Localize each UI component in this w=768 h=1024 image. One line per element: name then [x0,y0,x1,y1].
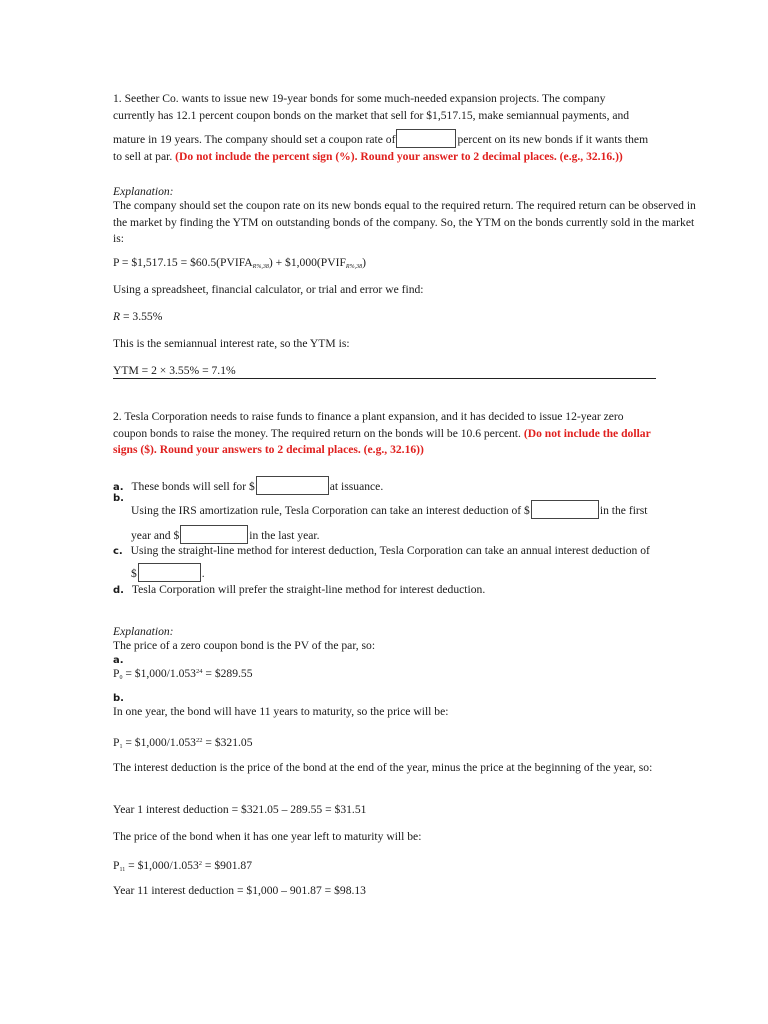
q1-instruction: (Do not include the percent sign (%). Round your answer to 2 decimal places. (e.g., 32.16.)) [175,149,623,163]
part-b-text-first: in the first [599,504,648,517]
explanation-1-equation [113,255,699,276]
p1-symbol: P [113,736,120,749]
last-year-deduction-input[interactable] [180,525,248,544]
p1-sub: 1 [119,744,123,750]
part-a-text: These bonds will sell for $ [131,480,255,493]
p11-result: = $901.87 [202,859,253,872]
explanation-2-intro: The price of a zero coupon bond is the PV of the par, so: [113,639,376,652]
p0-sub: 0 [119,675,123,681]
p0-sup: 24 [195,668,203,675]
part-c-dollar: $ [131,567,137,580]
part-a-text-end: at issuance. [329,480,384,493]
part-b-label: b. [113,493,124,504]
part-c-text: Using the straight-line method for interest deduction, Tesla Corporation can take an annual interest deduction of [130,544,650,557]
explanation-2-heading: Explanation: [113,625,174,638]
explanation-1-paragraph: The company should set the coupon rate on its new bonds equal to the required return. The required return can be observed in the market by finding the YTM on outstanding bonds of the company. So, the YTM on the bonds currently sold in the market is: [113,199,696,245]
part-b-line-1 [131,500,648,519]
explanation-2-p1 [113,733,699,756]
explanation-2-one-year: In one year, the bond will have 11 years to maturity, so the price will be: [113,705,449,718]
part-b-line-2 [131,525,319,544]
explanation-2-p0 [113,664,699,687]
part-d [113,582,485,599]
part-d-label: d. [113,585,124,596]
bond-price-input[interactable] [256,476,329,495]
part-b-text-last: in the last year. [249,529,320,542]
p11-sup: 2 [198,860,203,867]
p11-sub: 11 [119,867,126,873]
q1-text-before-box: mature in 19 years. The company should set a coupon rate of [113,133,396,146]
coupon-rate-input[interactable] [396,129,456,148]
p1-sup: 22 [195,737,203,744]
part-a-label: a. [113,482,124,493]
q1-text-after-box: percent on its new bonds if it wants them [457,133,649,146]
q2-line-2 [113,426,699,443]
p0-formula: = $1,000/1.053 [122,667,196,680]
q1-line-3 [113,129,699,149]
explanation-1-method: Using a spreadsheet, financial calculator, or trial and error we find: [113,283,424,296]
p1-formula: = $1,000/1.053 [122,736,196,749]
explanation-1-result [113,309,699,326]
eq-sub-2: R%,38 [345,264,363,270]
explanation-2-interest-deduction: The interest deduction is the price of the bond at the end of the year, minus the price at the beginning of the year, so: [113,761,653,774]
q1-line-2: currently has 12.1 percent coupon bonds on the market that sell for $1,517.15, make semiannual payments, and [113,108,630,122]
annual-deduction-input[interactable] [138,563,201,582]
q1-text-par: to sell at par. [113,149,173,163]
question-2 [113,409,699,459]
question-1 [113,91,699,165]
q2-line-1: 2. Tesla Corporation needs to raise funds to finance a plant expansion, and it has decided to issue 12-year zero [113,410,624,423]
explanation-2-one-year-left: The price of the bond when it has one year left to maturity will be: [113,830,422,843]
explanation-2-p11 [113,856,699,879]
q2-instruction-part-2: signs ($). Round your answers to 2 decimal places. (e.g., 32.16)) [113,443,424,456]
q1-line-4 [113,149,699,166]
p0-result: = $289.55 [202,667,253,680]
part-c-label: c. [113,546,123,557]
explanation-1-heading: Explanation: [113,185,174,198]
q1-line-1: 1. Seether Co. wants to issue new 19-year bonds for some much-needed expansion projects. The company [113,92,606,105]
part-c-line-2 [131,563,205,582]
explanation-1-semiannual: This is the semiannual interest rate, so the YTM is: [113,337,350,350]
expl-a-label: a. [113,655,124,666]
section-divider [113,378,656,379]
part-b-text: Using the IRS amortization rule, Tesla Corporation can take an interest deduction of $ [131,504,530,517]
r-variable: R [113,310,121,323]
eq-part-a: P = $1,517.15 = $60.5(PVIFA [113,256,253,269]
expl-b-label: b. [113,693,124,704]
explanation-2-year-11: Year 11 interest deduction = $1,000 – 901.87 = $98.13 [113,884,366,897]
part-b-text-year: year and $ [131,529,180,542]
r-value: = 3.55% [120,310,163,323]
p11-formula: = $1,000/1.053 [125,859,199,872]
part-a [113,476,383,496]
p11-symbol: P [113,859,120,872]
p1-result: = $321.05 [202,736,253,749]
q2-instruction-part-1: (Do not include the dollar [523,426,651,440]
q2-text: coupon bonds to raise the money. The required return on the bonds will be 10.6 percent. [113,426,521,440]
eq-part-c: ) [362,256,366,269]
explanation-2-year-1: Year 1 interest deduction = $321.05 – 289.55 = $31.51 [113,803,367,816]
explanation-1-ytm: YTM = 2 × 3.55% = 7.1% [113,364,236,377]
p0-symbol: P [113,667,120,680]
part-c [113,543,650,560]
eq-part-b: ) + $1,000(PVIF [268,256,346,269]
eq-sub-1: R%,38 [252,264,269,270]
part-d-text: Tesla Corporation will prefer the straight-line method for interest deduction. [131,583,486,596]
part-c-period: . [201,567,205,580]
first-year-deduction-input[interactable] [531,500,599,519]
